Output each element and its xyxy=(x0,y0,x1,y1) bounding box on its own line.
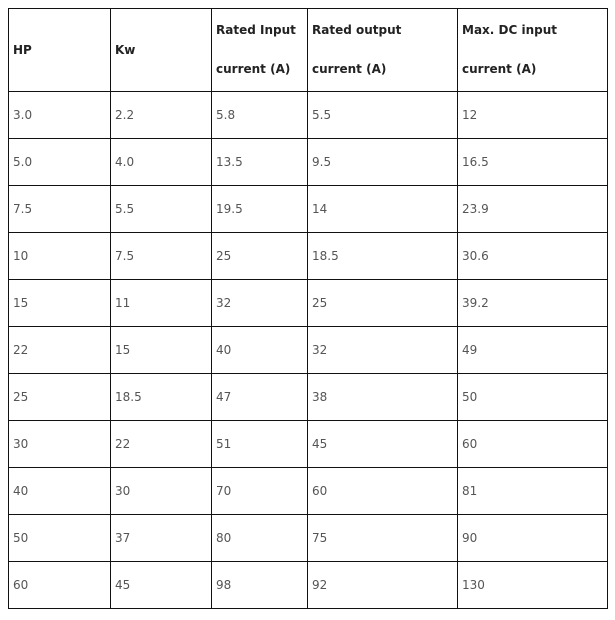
cell-kw: 30 xyxy=(111,468,212,515)
header-max-dc-input-current xyxy=(458,9,608,92)
header-max-dc-line-2: current (A) xyxy=(462,62,537,76)
cell-kw: 4.0 xyxy=(111,139,212,186)
cell-rated-input-current: 47 xyxy=(212,374,308,421)
cell-hp: 50 xyxy=(9,515,111,562)
header-rated-output-line-1: Rated output xyxy=(312,23,402,37)
cell-hp: 5.0 xyxy=(9,139,111,186)
cell-max-dc-input-current: 81 xyxy=(458,468,608,515)
cell-kw: 7.5 xyxy=(111,233,212,280)
cell-rated-output-current: 25 xyxy=(308,280,458,327)
header-hp-label: HP xyxy=(13,42,32,57)
table-row xyxy=(9,280,608,327)
table-row xyxy=(9,515,608,562)
cell-rated-input-current: 25 xyxy=(212,233,308,280)
cell-rated-output-current: 18.5 xyxy=(308,233,458,280)
cell-rated-input-current: 80 xyxy=(212,515,308,562)
table-row xyxy=(9,421,608,468)
header-rated-output-line-2: current (A) xyxy=(312,62,387,76)
header-hp xyxy=(9,9,111,92)
cell-kw: 45 xyxy=(111,562,212,609)
header-kw-label: Kw xyxy=(115,42,136,57)
cell-max-dc-input-current: 49 xyxy=(458,327,608,374)
cell-hp: 15 xyxy=(9,280,111,327)
cell-rated-output-current: 9.5 xyxy=(308,139,458,186)
table-row xyxy=(9,186,608,233)
cell-kw: 18.5 xyxy=(111,374,212,421)
cell-rated-input-current: 32 xyxy=(212,280,308,327)
cell-rated-output-current: 60 xyxy=(308,468,458,515)
cell-kw: 15 xyxy=(111,327,212,374)
cell-hp: 7.5 xyxy=(9,186,111,233)
cell-kw: 22 xyxy=(111,421,212,468)
cell-rated-input-current: 51 xyxy=(212,421,308,468)
cell-rated-output-current: 45 xyxy=(308,421,458,468)
table-header xyxy=(9,9,608,92)
cell-rated-output-current: 5.5 xyxy=(308,92,458,139)
cell-hp: 25 xyxy=(9,374,111,421)
cell-rated-input-current: 19.5 xyxy=(212,186,308,233)
cell-rated-output-current: 14 xyxy=(308,186,458,233)
table-body xyxy=(9,92,608,609)
cell-max-dc-input-current: 23.9 xyxy=(458,186,608,233)
cell-rated-input-current: 40 xyxy=(212,327,308,374)
specification-table xyxy=(8,8,608,609)
cell-kw: 5.5 xyxy=(111,186,212,233)
cell-kw: 11 xyxy=(111,280,212,327)
cell-rated-input-current: 5.8 xyxy=(212,92,308,139)
cell-rated-output-current: 75 xyxy=(308,515,458,562)
header-kw xyxy=(111,9,212,92)
cell-rated-output-current: 92 xyxy=(308,562,458,609)
cell-hp: 60 xyxy=(9,562,111,609)
header-rated-input-line-2: current (A) xyxy=(216,62,291,76)
header-rated-output-current xyxy=(308,9,458,92)
cell-max-dc-input-current: 60 xyxy=(458,421,608,468)
cell-rated-input-current: 13.5 xyxy=(212,139,308,186)
header-rated-input-line-1: Rated Input xyxy=(216,23,296,37)
cell-max-dc-input-current: 90 xyxy=(458,515,608,562)
table-row xyxy=(9,139,608,186)
cell-kw: 2.2 xyxy=(111,92,212,139)
header-rated-input-current xyxy=(212,9,308,92)
header-row xyxy=(9,9,608,92)
cell-hp: 40 xyxy=(9,468,111,515)
cell-rated-input-current: 70 xyxy=(212,468,308,515)
table-row xyxy=(9,92,608,139)
cell-hp: 3.0 xyxy=(9,92,111,139)
cell-max-dc-input-current: 50 xyxy=(458,374,608,421)
cell-rated-output-current: 38 xyxy=(308,374,458,421)
cell-max-dc-input-current: 130 xyxy=(458,562,608,609)
cell-rated-input-current: 98 xyxy=(212,562,308,609)
cell-max-dc-input-current: 12 xyxy=(458,92,608,139)
table-row xyxy=(9,374,608,421)
cell-hp: 22 xyxy=(9,327,111,374)
table-row xyxy=(9,327,608,374)
cell-hp: 30 xyxy=(9,421,111,468)
cell-kw: 37 xyxy=(111,515,212,562)
cell-hp: 10 xyxy=(9,233,111,280)
cell-max-dc-input-current: 39.2 xyxy=(458,280,608,327)
cell-rated-output-current: 32 xyxy=(308,327,458,374)
cell-max-dc-input-current: 16.5 xyxy=(458,139,608,186)
table-row xyxy=(9,562,608,609)
cell-max-dc-input-current: 30.6 xyxy=(458,233,608,280)
table-row xyxy=(9,468,608,515)
table-row xyxy=(9,233,608,280)
header-max-dc-line-1: Max. DC input xyxy=(462,23,557,37)
